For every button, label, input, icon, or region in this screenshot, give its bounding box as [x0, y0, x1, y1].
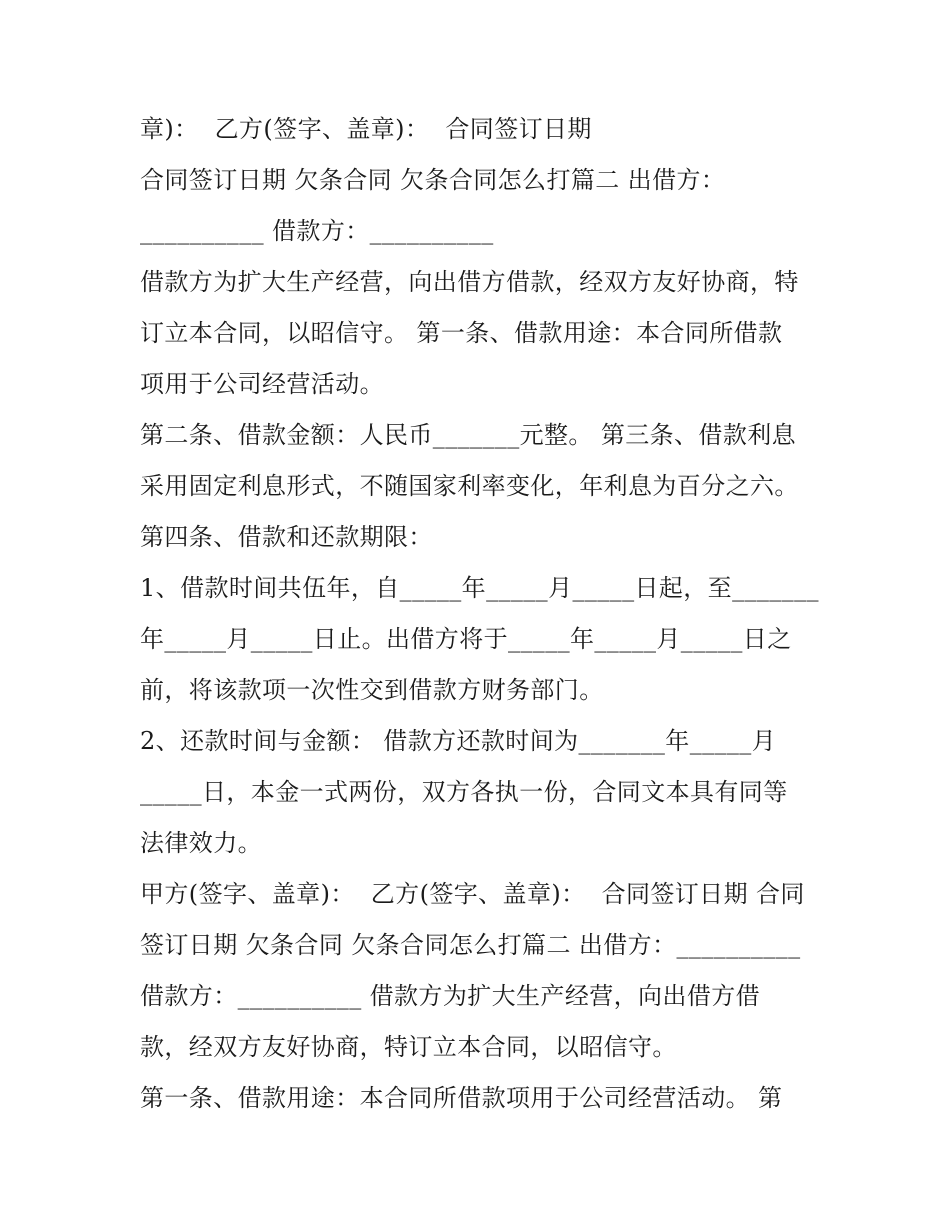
text-line: 款，经双方友好协商，特订立本合同，以昭信守。	[140, 1033, 677, 1061]
text-line: 第二条、借款金额：人民币_______元整。 第三条、借款利息	[140, 421, 797, 449]
document-body	[140, 104, 820, 1124]
text-line: 合同签订日期 欠条合同 欠条合同怎么打篇二 出借方：	[140, 166, 726, 194]
text-line: 第一条、借款用途：本合同所借款项用于公司经营活动。 第	[140, 1084, 783, 1112]
text-line: 订立本合同，以昭信守。 第一条、借款用途：本合同所借款	[140, 319, 783, 347]
text-line: 借款方为扩大生产经营，向出借方借款，经双方友好协商，特	[140, 268, 799, 296]
text-line: 采用固定利息形式，不随国家利率变化，年利息为百分之六。	[140, 472, 799, 500]
text-line: 甲方(签字、盖章)： 乙方(签字、盖章)： 合同签订日期 合同	[140, 880, 805, 908]
text-line: 1、借款时间共伍年，自_____年_____月_____日起，至_______	[140, 574, 819, 602]
text-line: 2、还款时间与金额： 借款方还款时间为_______年_____月	[140, 727, 777, 755]
text-line: 前，将该款项一次性交到借款方财务部门。	[140, 676, 604, 704]
text-line: 签订日期 欠条合同 欠条合同怎么打篇二 出借方：__________	[140, 931, 801, 959]
text-line: 第四条、借款和还款期限：	[140, 523, 433, 551]
text-line: 年_____月_____日止。出借方将于_____年_____月_____日之	[140, 625, 792, 653]
text-line: 借款方：__________ 借款方为扩大生产经营，向出借方借	[140, 982, 761, 1010]
text-line: 章)： 乙方(签字、盖章)： 合同签订日期	[140, 115, 592, 143]
text-line: _____日，本金一式两份，双方各执一份，合同文本具有同等	[140, 778, 788, 806]
text-line: 项用于公司经营活动。	[140, 370, 384, 398]
text-line: 法律效力。	[140, 829, 262, 857]
text-line: __________ 借款方：__________	[140, 217, 494, 245]
